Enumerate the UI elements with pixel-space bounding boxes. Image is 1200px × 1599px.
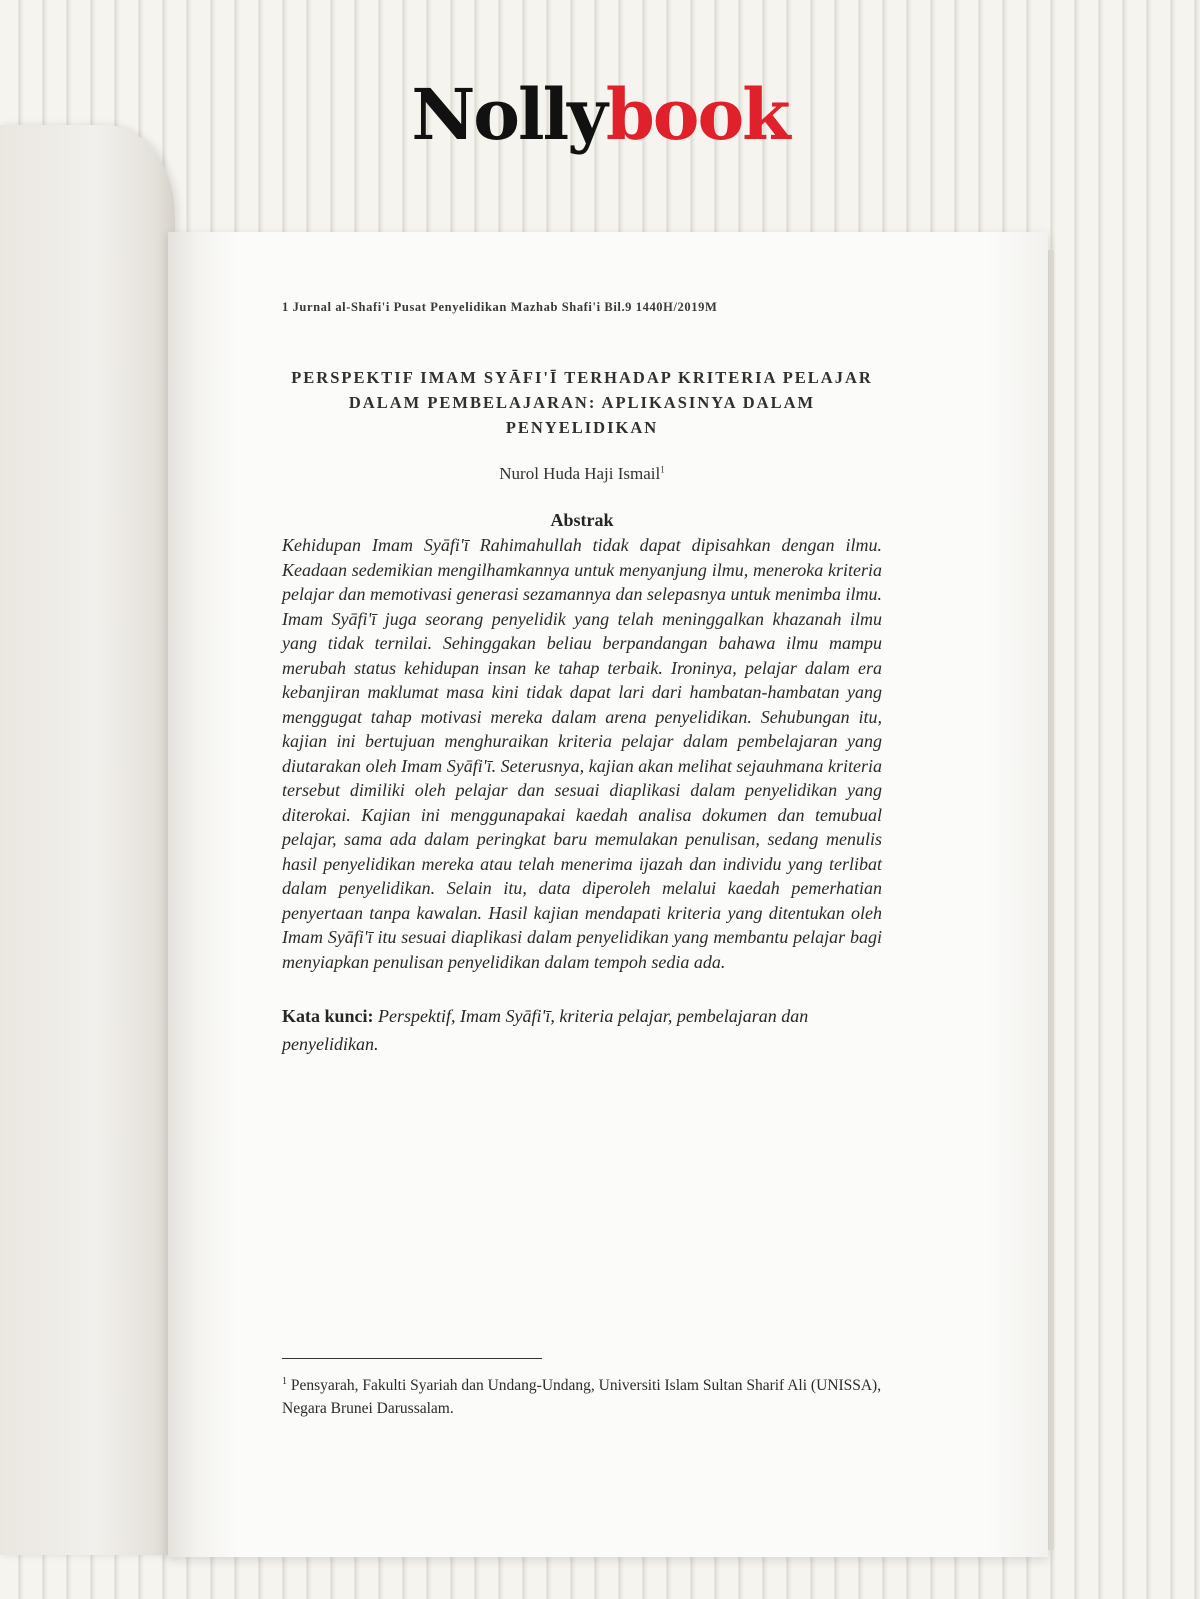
running-head: 1 Jurnal al-Shafi'i Pusat Penyelidikan Mazhab Shafi'i Bil.9 1440H/2019M bbox=[282, 300, 718, 314]
footnote-text: Pensyarah, Fakulti Syariah dan Undang-Undang, Universiti Islam Sultan Sharif Ali (UNISSA), Negara Brunei Darussalam. bbox=[282, 1377, 882, 1418]
page-content bbox=[282, 300, 882, 1058]
footnote-marker: 1 bbox=[282, 1376, 287, 1387]
author-footnote-marker: 1 bbox=[660, 464, 665, 475]
keywords bbox=[282, 1002, 882, 1058]
abstract-heading: Abstrak bbox=[550, 510, 614, 530]
left-facing-page bbox=[0, 125, 175, 1555]
logo-part-nolly: Nolly bbox=[411, 73, 606, 156]
author-line bbox=[282, 464, 882, 484]
nollybook-logo bbox=[0, 73, 1200, 156]
footnote-rule bbox=[282, 1358, 542, 1359]
abstract-text: Kehidupan Imam Syāfi'ī Rahimahullah tidak dapat dipisahkan dengan ilmu. Keadaan sedemikian mengilhamkannya untuk menyanjung ilmu, meneroka kriteria pelajar dan memotivasi generasi sezamannya dan selepasnya untuk menimba ilmu. Imam Syāfi'ī juga seorang penyelidik yang telah meninggalkan khazanah ilmu yang tidak ternilai. Sehinggakan beliau berpandangan bahawa ilmu mampu merubah status kehidupan insan ke tahap terbaik. Ironinya, pelajar dalam era kebanjiran maklumat masa kini tidak dapat lari dari hambatan-hambatan yang menggugat tahap motivasi mereka dalam arena penyelidikan. Sehubungan itu, kajian ini bertujuan menghuraikan kriteria pelajar dalam pembelajaran yang diutarakan oleh Imam Syāfi'ī. Seterusnya, kajian akan melihat sejauhmana kriteria tersebut dimiliki oleh pelajar dan sesuai diaplikasi dalam penyelidikan yang diterokai. Kajian ini menggunapakai kaedah analisa dokumen dan temubual pelajar, sama ada dalam peringkat baru memulakan penulisan, sedang menulis hasil penyelidikan mereka atau telah menerima ijazah dan individu yang terlibat dalam penyelidikan. Selain itu, data diperoleh melalui kaedah pemerhatian penyertaan tanpa kawalan. Hasil kajian mendapati kriteria yang ditentukan oleh Imam Syāfi'ī itu sesuai diaplikasi dalam penyelidikan yang membantu pelajar bagi menyiapkan penulisan penyelidikan dalam tempoh sedia ada. bbox=[282, 535, 882, 972]
footnote bbox=[282, 1370, 882, 1420]
logo-part-book: book bbox=[605, 73, 789, 156]
article-title: PERSPEKTIF IMAM SYĀFI'Ī TERHADAP KRITERIA PELAJAR DALAM PEMBELAJARAN: APLIKASINYA DALAM PENYELIDIKAN bbox=[291, 368, 873, 437]
keywords-label: Kata kunci: bbox=[282, 1006, 374, 1026]
keywords-text: Perspektif, Imam Syāfi'ī, kriteria pelajar, pembelajaran dan penyelidikan. bbox=[282, 1006, 809, 1054]
author-name: Nurol Huda Haji Ismail bbox=[499, 464, 661, 483]
